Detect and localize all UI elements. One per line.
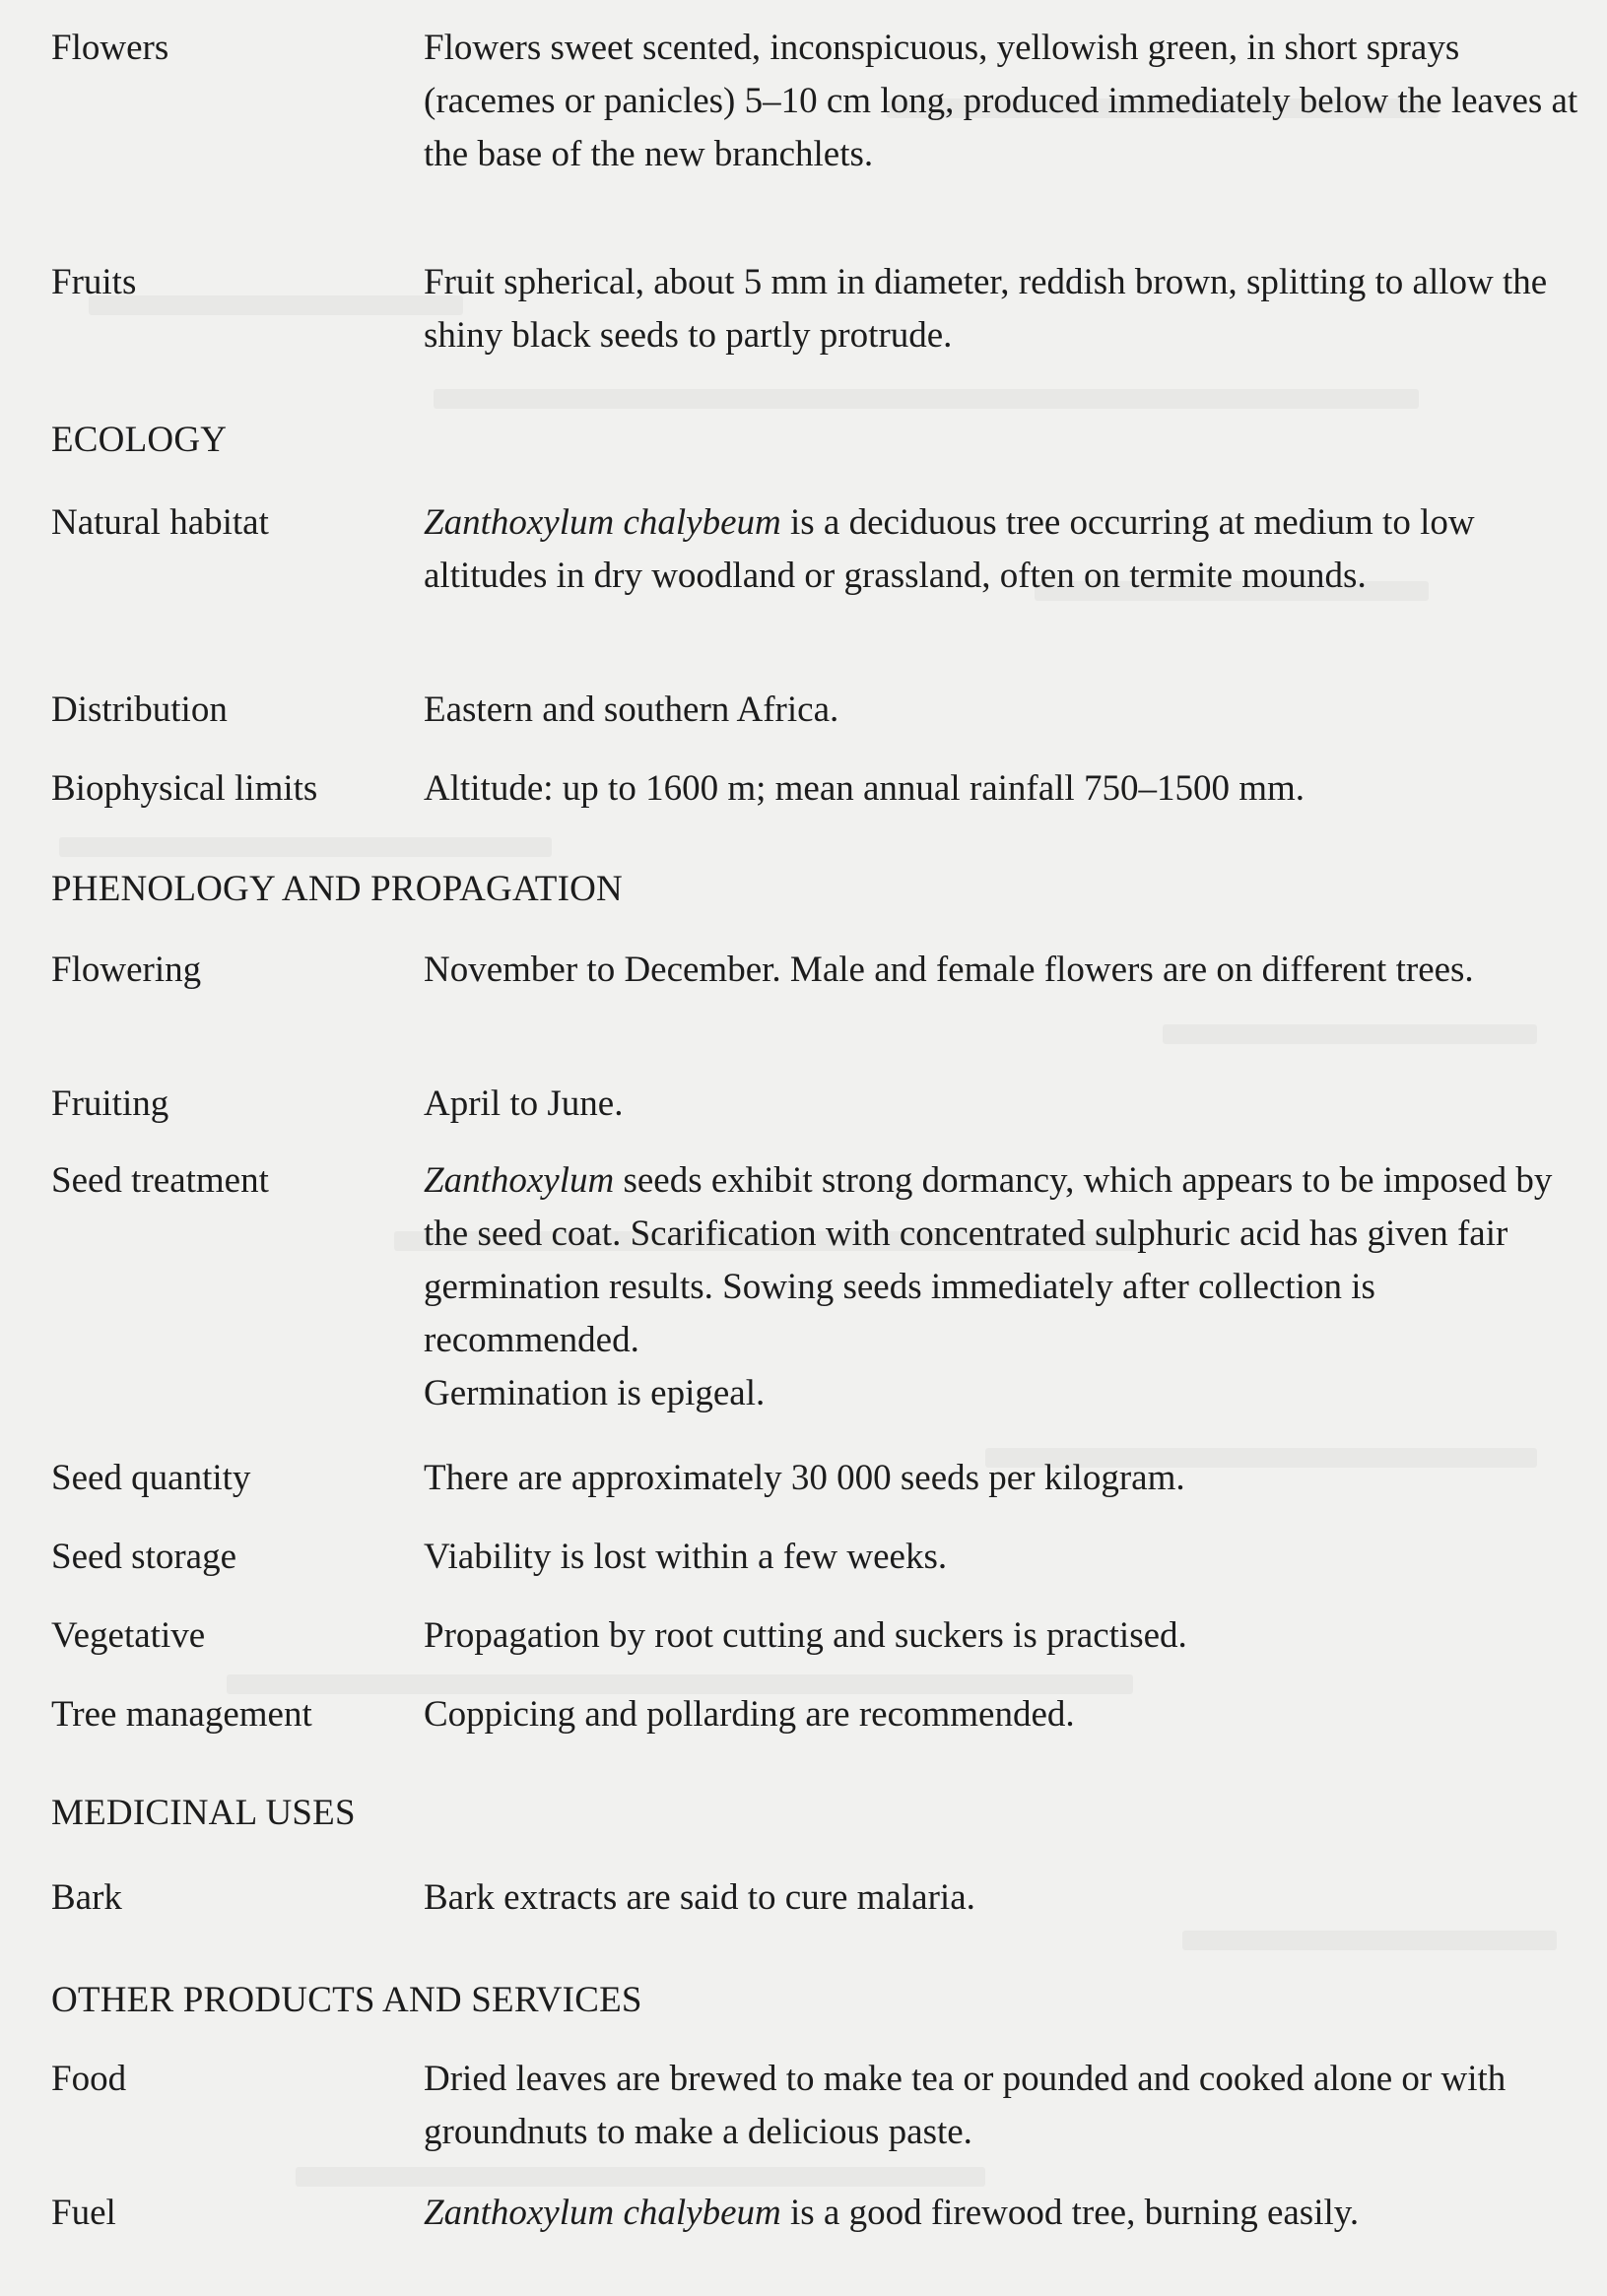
entry-description-text: Germination is epigeal. (424, 1373, 766, 1413)
entry-term: Tree management (51, 1694, 312, 1735)
entry-description (424, 2187, 1596, 2240)
entry-term: Food (51, 2059, 127, 2099)
entry-description: Coppicing and pollarding are recommended. (424, 1694, 1075, 1735)
entry-term: Fruits (51, 262, 137, 302)
entry-term: Fruiting (51, 1083, 169, 1124)
entry-description: November to December. Male and female flowers are on different trees. (424, 950, 1474, 990)
entry-description: Bark extracts are said to cure malaria. (424, 1877, 975, 1918)
entry-description (424, 496, 1596, 603)
entry-description: There are approximately 30 000 seeds per kilogram. (424, 1458, 1185, 1498)
entry-term: Bark (51, 1877, 122, 1918)
entry-term: Flowering (51, 950, 202, 990)
section-heading-ecology: ECOLOGY (51, 420, 228, 460)
entry-term: Biophysical limits (51, 768, 318, 809)
entry-description: Viability is lost within a few weeks. (424, 1537, 948, 1577)
entry-term: Fuel (51, 2193, 116, 2233)
entry-description (424, 1154, 1596, 1420)
species-name: Zanthoxylum (424, 1160, 615, 1201)
section-heading-medicinal: MEDICINAL USES (51, 1793, 356, 1833)
entry-description: Eastern and southern Africa. (424, 689, 839, 730)
entry-description-text: seeds exhibit strong dormancy, which appears to be imposed by the seed coat. Scarification with concentrated sulphuric acid has given fair germination results. Sowing seeds immediately after collection is recommended. (424, 1160, 1553, 1360)
entry-term: Seed quantity (51, 1458, 251, 1498)
section-heading-other: OTHER PRODUCTS AND SERVICES (51, 1980, 642, 2020)
species-name: Zanthoxylum chalybeum (424, 2193, 781, 2233)
entry-description: April to June. (424, 1083, 624, 1124)
entry-description-text: is a good firewood tree, burning easily. (780, 2193, 1360, 2233)
section-heading-phenology: PHENOLOGY AND PROPAGATION (51, 869, 623, 909)
species-name: Zanthoxylum chalybeum (424, 502, 781, 543)
entry-term: Flowers (51, 28, 169, 68)
entry-term: Distribution (51, 689, 228, 730)
entry-description: Altitude: up to 1600 m; mean annual rainfall 750–1500 mm. (424, 768, 1306, 809)
entry-description-text: is a deciduous tree occurring at medium to low altitudes in dry woodland or grassland, often on termite mounds. (424, 502, 1475, 596)
entry-term: Seed treatment (51, 1160, 269, 1201)
entry-description: Propagation by root cutting and suckers is practised. (424, 1615, 1187, 1656)
entry-description: Dried leaves are brewed to make tea or pounded and cooked alone or with groundnuts to make a delicious paste. (424, 2059, 1507, 2152)
entry-description: Flowers sweet scented, inconspicuous, yellowish green, in short sprays (racemes or panicles) 5–10 cm long, produced immediately below the leaves at the base of the new branchlets. (424, 28, 1578, 174)
entry-term: Natural habitat (51, 502, 269, 543)
entry-term: Vegetative (51, 1615, 206, 1656)
entry-term: Seed storage (51, 1537, 237, 1577)
entry-description: Fruit spherical, about 5 mm in diameter, reddish brown, splitting to allow the shiny black seeds to partly protrude. (424, 262, 1548, 356)
